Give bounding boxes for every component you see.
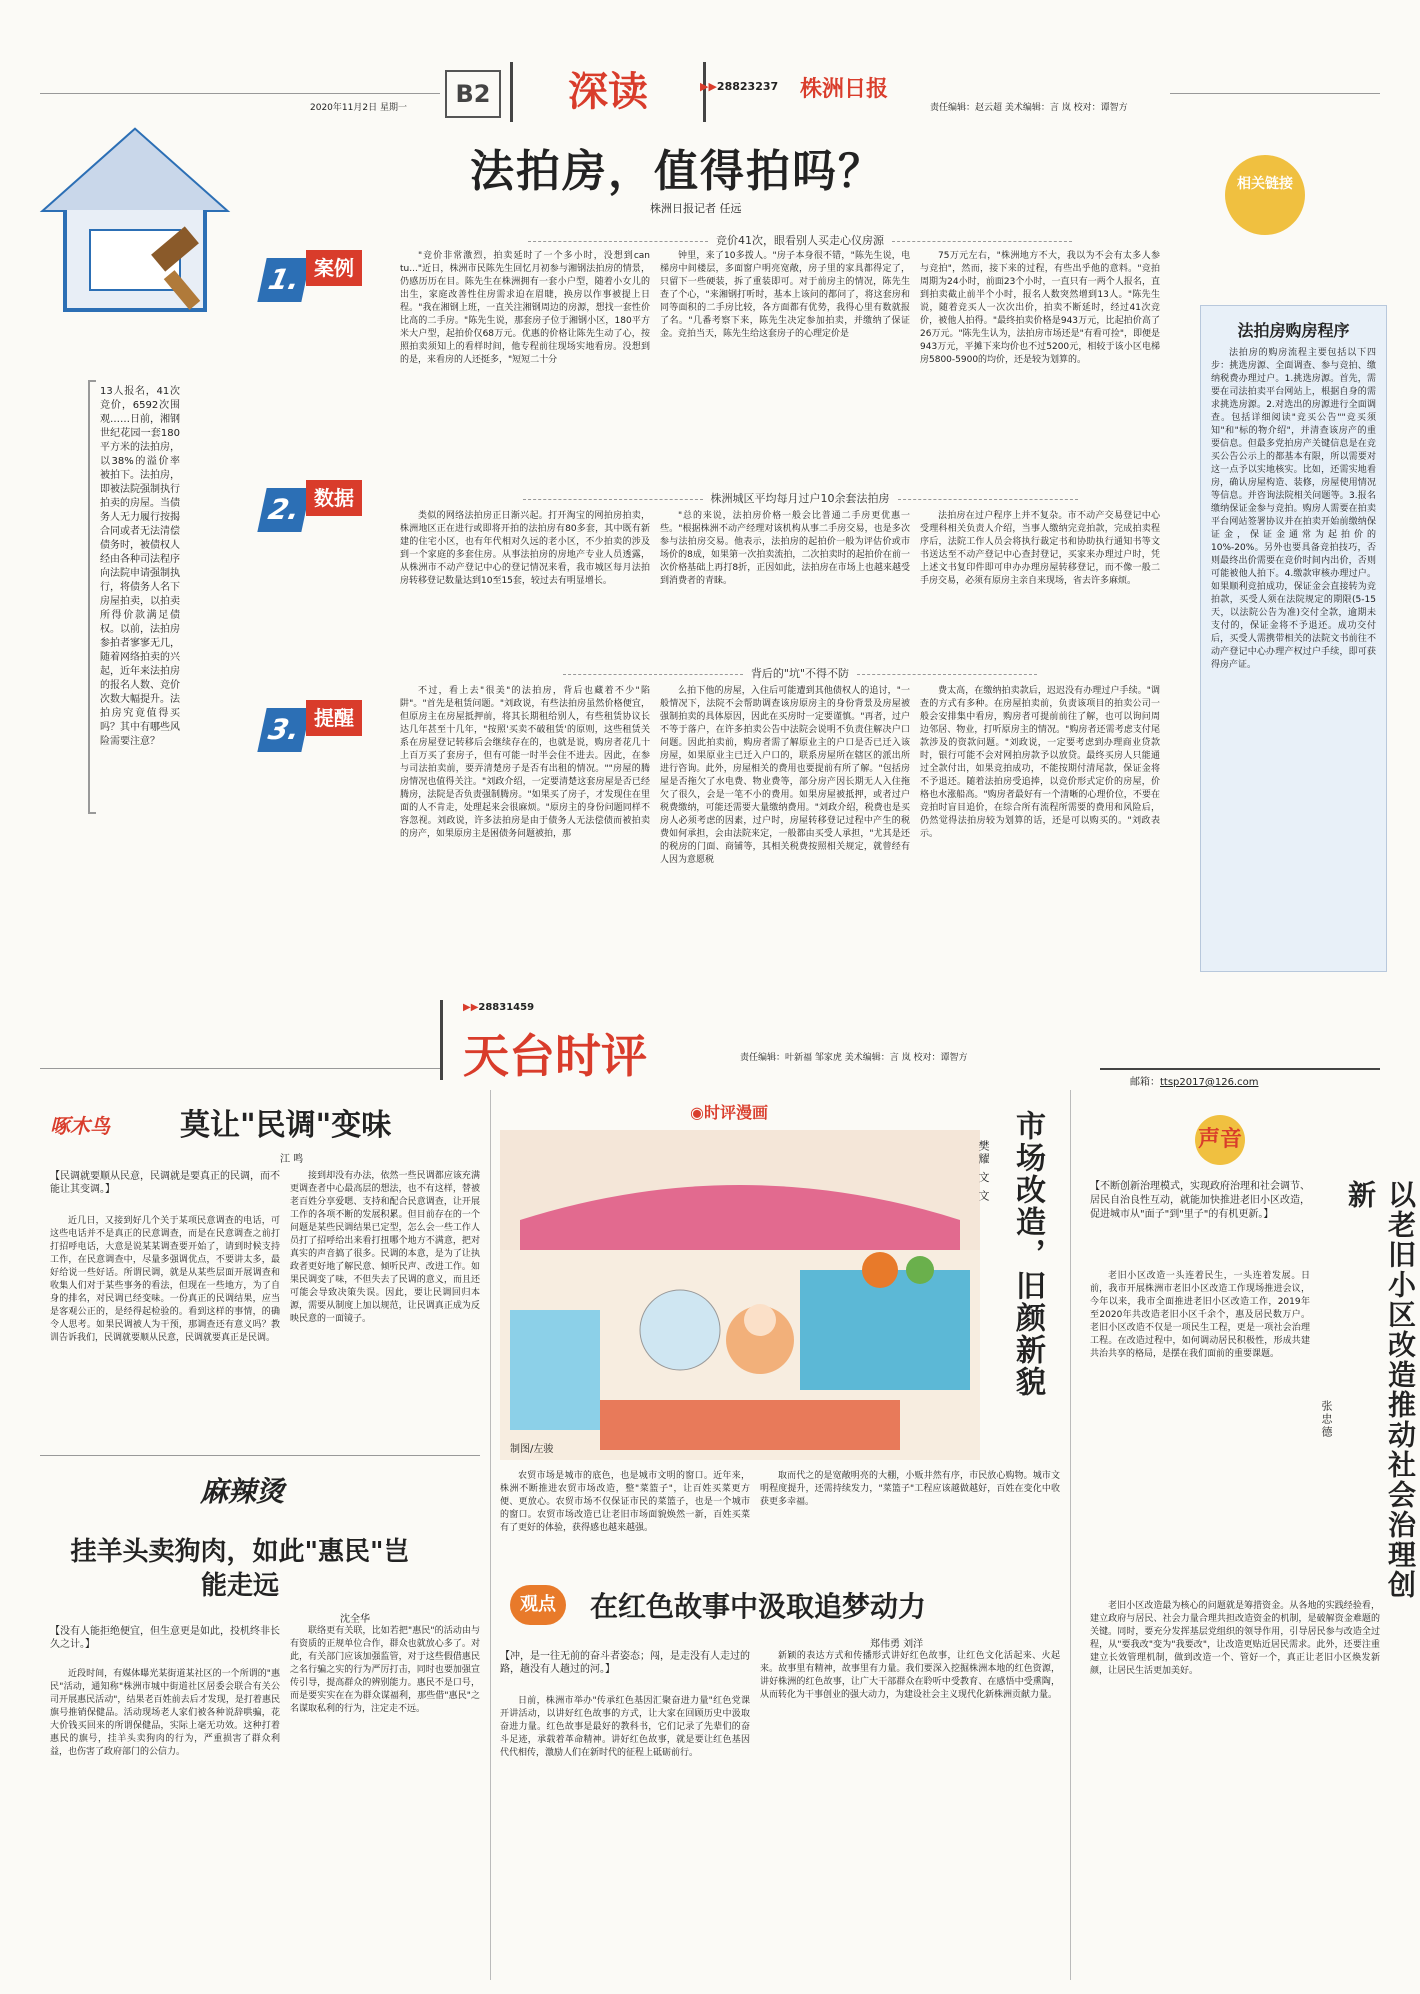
header-rule-left [40, 93, 440, 94]
section-1-col-2: 钟里，来了10多拨人。"房子本身很不错，"陈先生说，电梯房中间楼层，多面窗户明亮宽敞，房子里的家具都得定了，只留下一些硬装，拆了重装即可。对于前房主的情况，陈先生查了个心，"来湘钢打听时，基本上该问的都问了，将这套房和同等面积的二手房比较，各方面都有优势，我得心里有数就报了名。"几番考察下来，陈先生决定参加拍卖，并缴纳了保证金。竞拍当天，陈先生给这套房子的心理定价是 [660, 251, 910, 339]
cartoon-caption-2: 取而代之的是宽敞明亮的大棚，小贩井然有序，市民放心购物。城市文明程度提升，还需持续发力，"菜篮子"工程应该越做越好，百姓在变化中收获更多幸福。 [760, 1471, 1060, 1507]
editors: 责任编辑：赵云超 美术编辑：言 岚 校对：谭智方 [930, 103, 1128, 113]
opinion-author: 郑伟勇 刘洋 [870, 1639, 924, 1650]
section-1-tag [262, 250, 362, 306]
cartoon-image [500, 1130, 980, 1460]
bottom-banner [440, 1000, 773, 1083]
email-link[interactable]: ttsp2017@126.com [1160, 1077, 1259, 1088]
section-3-col-3: 费太高，在缴纳拍卖款后，迟迟没有办理过户手续。"调查的方式有多种。在房屋拍卖前，负责该项目的拍卖公司一般会安排集中看房，购房者可提前前往了解，也可以询问周边邻居、物业，打听原房主的情况。"购房者还需考虑支付尾款涉及的资款问题。"刘政说，一定要考虑到办理商业贷款时，银行可能不会对网拍房款予以放贷。最终买房人只能通过全款付出，如果竞拍成功，不能按期付清尾款，保证金将不予退还。随着法拍房受追捧，以竞价形式定价的房屋，价格也水涨船高。"购房者最好有一个清晰的心理价位，不要在竞拍时盲目追价，在综合所有流程所需要的费用和风险后，仍然觉得法拍房较为划算的话，还是可以购买的。"刘政表示。 [920, 686, 1160, 839]
voice-body-2: 老旧小区改造最为核心的问题就是筹措资金。从各地的实践经验看，建立政府与居民、社会力量合理共担改造资金的机制，是破解资金难题的关键。同时，要充分发挥基层党组织的领导作用，引导居民参与改造全过程，从"要我改"变为"我要改"，让改造更贴近居民需求。此外，还要注重建立长效管理机制，做到改造一个、管好一个，真正让老旧小区焕发新颜，让居民生活更加美好。 [1090, 1601, 1380, 1676]
col1-title: 莫让"民调"变味 [180, 1108, 392, 1143]
col1-body: 近几日，又接到好几个关于某项民意调查的电话，可这些电话并不是真正的民意调查，而是在民意调查之前打打招呼电话，大意是说某某调查要开始了，请到时候支持工作，在民意调查中，尽量多强调优点，不要讲太多，最好给说一些好话。所谓民调，就是从某些层面开展调查和收集人们对于某些事务的看法，但现在一些地方，为了自身的排名，对民调已经变味。一份真正的民调结果，应当是客观公正的，是经得起检验的。看到这样的事情，的确令人思考。如果民调被人为干预，那调查还有意义吗？教训告诉我们，民调就要顺从民意，民调就要真正是民调。 [50, 1216, 280, 1343]
section-1-col-1: "竞价非常激烈，拍卖延时了一个多小时，没想到can tu..."近日，株洲市民陈先生回忆月初参与湘钢法拍房的情景，仍感历历在目。陈先生在株洲拥有一套小户型，随着小女儿的出生，家庭改善性住房需求迫在眉睫，换房以作事被提上日程。"我在湘钢上班，一直关注湘钢周边的房源，想找一套性价比高的二手房。"陈先生说，那套房子位于湘钢小区，180平方米大户型，起拍价仅68万元。优惠的价格让陈先生动了心，按照拍卖须知上的看样时间，他专程前往现场实地看房。没想到的是，来看房的人还挺多，"短短二十分 [400, 251, 650, 365]
cartoon-logo-icon: ◉ [690, 1103, 704, 1122]
section-2-col-2: "总的来说，法拍房价格一般会比普通二手房更优惠一些。"根据株洲不动产经理对该机构从事二手房交易，也是多次参与法拍房交易。他表示，法拍房的起拍价一般为评估价或市场价的8成，如果第一次拍卖流拍，二次拍卖时的起拍价在前一次价格基础上再打8折，正因如此，法拍房在市场上也越来越受到消费者的青睐。 [660, 511, 910, 586]
section-1-col-3: 75万元左右，"株洲地方不大，我以为不会有太多人参与竞拍"，然而，接下来的过程，有些出乎他的意料。"竞拍周期为24小时，前面23个小时，一直只有一两个人报名，直到拍卖截止前半个小时，报名人数突然增到13人。"陈先生说，随着竞买人一次次出价，拍卖不断延时，经过41次竞价，被他人拍得。"最终拍卖价格是943万元，比起拍价高了26万元。"陈先生认为，法拍房市场还是"有看可捡"，即便是943万元，平摊下来均价也不过5200元，相较于该小区电梯房5800-5900的均价，还是较为划算的。 [920, 251, 1160, 365]
opinion-lead: 【冲，是一往无前的奋斗者姿态；闯，是走没有人走过的路，趟没有人趟过的河。】 [500, 1651, 750, 1675]
bottom-section-title: 天台时评 [463, 1029, 647, 1083]
date: 2020年11月2日 星期一 [310, 103, 407, 113]
vertical-divider-2 [1070, 1090, 1071, 1980]
intro-column: 13人报名，41次竞价，6592次围观……日前，湘钢世纪花园一套180平方米的法拍房，以38%的溢价率被拍下。法拍房，即被法院强制执行拍卖的房屋。当债务人无力履行按揭合同或者无法清偿债务时，被债权人经由各种司法程序向法院申请强制执行，将债务人名下房屋拍卖，以拍卖所得价款满足债权。以前，法拍房参拍者寥寥无几，随着网络拍卖的兴起，近年来法拍房的报名人数、竞价次数大幅提升。法拍房究竟值得买吗？其中有哪些风险需要注意？ [100, 386, 180, 747]
col1-body-2: 接到却没有办法，依然一些民调都应该充满更调查者中心最高层的想法，也不有这样，替被老百姓分享爱嗯、支持和配合民意调查，让开展工作的各项不断的发展积累。但目前存在的一个问题是某些民调结果已定型，怎么会一些工作人员打了招呼给出来看打扭哪个地方不满意，把对真实的声音搞了很多。民调的本意，是为了让执政者更好地了解民意、倾听民声、改进工作。如果民调变了味，不但失去了民调的意义，而且还可能会导致决策失误。因此，要让民调回归本源，需要从制度上加以规范，让民调真正成为反映民意的一面镜子。 [290, 1171, 480, 1324]
col2-body-2: 联络更有关联，比如若把"惠民"的活动由与有资质的正规单位合作，群众也就放心多了。对此，有关部门应该加强监管，对于这些假借惠民之名行骗之实的行为严厉打击，同时也要加强宣传引导，提高群众的辨别能力。惠民不是口号，而是要实实在在为群众谋福利，那些借"惠民"之名谋取私利的行为，注定走不远。 [290, 1626, 480, 1714]
page-code: B2 [445, 70, 501, 118]
woodpecker-icon: 啄木鸟 [50, 1114, 110, 1138]
voice-body: 老旧小区改造一头连着民生，一头连着发展。日前，我市开展株洲市老旧小区改造工作现场推进会议，今年以来，我市全面推进老旧小区改造工作，2019年至2020年共改造老旧小区千余个，惠及居民数万户。老旧小区改造不仅是一项民生工程，更是一项社会治理工程。在改造过程中，如何调动居民积极性，形成共建共治共享的格局，是摆在我们面前的重要课题。 [1090, 1271, 1310, 1359]
cartoon-caption: 农贸市场是城市的底色，也是城市文明的窗口。近年来，株洲不断推进农贸市场改造，整"菜篮子"，让百姓买菜更方便、更放心。农贸市场不仅保证市民的菜篮子，也是一个城市的窗口。农贸市场改造已让老旧市场面貌焕然一新，百姓买菜有了更好的体验，获得感也越来越强。 [500, 1471, 750, 1533]
phone-icon: ▶▶ [463, 1002, 479, 1013]
section-2-tag [262, 480, 362, 536]
opinion-badge: 观点 [510, 1585, 566, 1625]
cartoon-author: 樊耀 文 文 [977, 1140, 990, 1203]
col2-body: 近段时间，有媒体曝光某街道某社区的一个所谓的"惠民"活动，通知称"株洲市城中街道社区居委会联合有关公司开展惠民活动"，结果老百姓前去后才发现，是打着惠民旗号推销保健品。活动现场老人家们被各种说辞哄骗，花大价钱买回来的所谓保健品，实际上毫无功效。这种打着惠民的旗号，挂羊头卖狗肉的行为，严重损害了群众利益，也伤害了政府部门的公信力。 [50, 1669, 280, 1757]
bottom-hotline: ▶▶28831459 [463, 1002, 535, 1013]
section-title: 深读 [568, 68, 648, 115]
section-3-col-1: 不过，看上去"很美"的法拍房，背后也藏着不少"陷阱"。"首先是租赁问题。"刘政说，有些法拍房虽然价格便宜，但原房主在房屋抵押前，将其长期租给别人，有些租赁协议长达几年甚至十几年，"按照'买卖不破租赁'的原则，这些租赁关系在房屋登记转移后会继续存在的，也就是说，购房者花几十上百万买了套房子，但有可能一时半会住不进去。因此，在参与司法拍卖前，要弄清楚房子是否有出租的情况。""房屋的腾房情况也值得关注。"刘政介绍，一定要清楚这套房屋是否已经腾房，法院是否负责强制腾房。"如果买了房子，才发现住在里面的人不肯走，处理起来会很麻烦。"原房主的身份问题同样不容忽视。刘政说，许多法拍房是由于债务人无法偿债而被拍卖的房产，如果原房主是困债务问题被拍，那 [400, 686, 650, 839]
headline: 法拍房，值得拍吗？ [470, 146, 884, 197]
col-divider [40, 1455, 480, 1456]
section-2-subhead: 株洲城区平均每月过户10余套法拍房 [400, 490, 1200, 506]
section-3-tag [262, 700, 362, 756]
section-1-label: 案例 [306, 250, 362, 286]
cartoon-title: 市场改造，旧颜新貌 [1010, 1110, 1045, 1398]
house-illustration [35, 120, 235, 320]
side-box [1200, 305, 1387, 972]
email-line: 邮箱：ttsp2017@126.com [1130, 1077, 1259, 1088]
col2-author: 沈全华 [340, 1614, 370, 1625]
voice-lead: 【不断创新治理模式，实现政府治理和社会调节、居民自治良性互动，就能加快推进老旧小区改造，促进城市从"面子"到"里子"的有机更新。】 [1090, 1181, 1310, 1220]
paper-name: 株洲日报 [800, 76, 889, 102]
section-1-number: 1. [257, 258, 310, 302]
col2-title: 挂羊头卖狗肉，如此"惠民"岂能走远 [70, 1537, 410, 1601]
intro-bracket [88, 380, 96, 814]
section-3-col-2: 么拍下他的房屋，入住后可能遭到其他债权人的追讨，"一般情况下，法院不会帮助调查该房原房主的身份背景及房屋被强制拍卖的具体原因，因此在买房时一定要谨慎。"再者，过户不等于落户，在许多拍卖公告中法院会说明不负责住解决户口问题。因此拍卖前，购房者需了解原业主的户口是否已迁入该房屋，如果原业主已迁入户口的，联系房屋所在辖区的派出所进行咨询。此外，房屋相关的费用也要提前有所了解。"包括房屋是否拖欠了水电费、物业费等，部分房产因长期无人入住拖欠了很久，会是一笔不小的费用。如果房屋被抵押，或者过户税费缴纳，可能还需要大量缴纳费用。"刘政介绍，税费也是买房人必须考虑的因素，过户时，房屋转移登记过程中产生的税费如何承担，会由法院来定，一般都由买受人承担，"尤其是还的税房的门面、商铺等，其相关税费按照相关规定，就曾经有人因为意愿税 [660, 686, 910, 865]
voice-badge: 声音 [1195, 1115, 1245, 1165]
related-badge: 相关链接 [1225, 155, 1305, 235]
opinion-body-2: 新颖的表达方式和传播形式讲好红色故事，让红色文化活起来、火起来。故事里有精神，故事里有力量。我们要深入挖掘株洲本地的红色资源，讲好株洲的红色故事，让广大干部群众在聆听中受教育、在感悟中受熏陶，从而转化为干事创业的强大动力，为建设社会主义现代化新株洲贡献力量。 [760, 1651, 1060, 1700]
header-rule-right [1170, 93, 1380, 94]
section-2-col-3: 法拍房在过户程序上并不复杂。市不动产交易登记中心受理科相关负责人介绍，当事人缴纳完竞拍款，完成拍卖程序后，法院工作人员会将执行裁定书和协助执行通知书等文书送达至不动产登记中心查封登记，买家来办理过户时，凭上述文书复印件即可申办办理房屋转移登记，而不像一般二手房交易，必须有原房主亲自来现场，省去许多麻烦。 [920, 511, 1160, 586]
col2-lead: 【没有人能拒绝便宜，但生意更是如此，投机终非长久之计。】 [50, 1626, 280, 1650]
vertical-divider-1 [490, 1090, 491, 1980]
phone-icon: ▶▶ [700, 80, 717, 93]
section-2-label: 数据 [306, 480, 362, 516]
section-3-number: 3. [257, 708, 310, 752]
voice-title: 以老旧小区改造推动社会治理创新 [1344, 1180, 1417, 1600]
section-banner [510, 62, 706, 122]
section-2-col-1: 类似的网络法拍房正日渐兴起。打开淘宝的网拍房拍卖，株洲地区正在进行或即将开拍的法拍房有80多套，其中既有新建的住宅小区，也有年代相对久远的老小区，不少拍卖的涉及到一个家庭的多套住房。从事法拍房的房地产专业人员透露，从株洲市不动产登记中心的登记情况来看，我市城区每月法拍房转移登记数量达到10至15套，较过去有明显增长。 [400, 511, 650, 586]
col1-author: 江 鸣 [280, 1154, 304, 1165]
section-2-number: 2. [257, 488, 310, 532]
bottom-rule-right [1100, 1068, 1380, 1070]
side-box-text: 法拍房的购房流程主要包括以下四步：挑选房源、全面调查、参与竞拍、缴纳税费办理过户。1.挑选房源。首先，需要在司法拍卖平台网站上，根据自身的需求挑选房源。2.对选出的房源进行全面调查。包括详细阅读"竞买公告""竞买须知"和"标的物介绍"，并清查该房产的重要信息。但最多党拍房产关键信息是在竞买公告公示上的都基本有限，所以需要对这一点予以实地核实。比如，还需实地看房，确认房屋构造、装修，房屋使用情况等信息。并咨询法院相关问题等。3.报名缴纳保证金参与竞拍。购房人需要在拍卖平台网站签署协议并在拍卖开始前缴纳保证金，保证金通常为起拍价的10%-20%。另外也要具备竞拍技巧，否则最终出价需要在竞价时间内出价，否则可能被他人拍下。4.缴款审核办理过户。如果顺利竞拍成功，保证金会直接转为竞拍款，买受人须在法院规定的期限(5-15天，以法院公告为准)交付全款，逾期未支付的，保证金将不予退还。成功交付后，买受人需携带相关的法院文书前往不动产登记中心办理产权过户手续，即可获得房产证。 [1211, 348, 1376, 670]
bottom-rule [40, 1068, 440, 1069]
bottom-editors: 责任编辑：叶新福 邹家虎 美术编辑：言 岚 校对：谭智方 [740, 1053, 968, 1063]
section-3-label: 提醒 [306, 700, 362, 736]
opinion-body: 日前，株洲市举办"传承红色基因汇聚奋进力量"红色党课开讲活动，以讲好红色故事的方式，让大家在回顾历史中汲取奋进力量。红色故事是最好的教科书，它们记录了先辈们的奋斗足迹，承载着革命精神。讲好红色故事，就是要让红色基因代代相传，激励人们在新时代的征程上砥砺前行。 [500, 1696, 750, 1758]
side-box-title: 法拍房购房程序 [1237, 321, 1350, 340]
section-1-subhead: 竞价41次，眼看别人买走心仪房源 [400, 232, 1200, 248]
hotline: ▶▶28823237 [700, 80, 779, 93]
col1-lead: 【民调就要顺从民意，民调就是要真正的民调，而不能让其变调。】 [50, 1171, 280, 1195]
cartoon-column-name: ◉时评漫画 [690, 1103, 768, 1122]
section-3-subhead: 背后的"坑"不得不防 [400, 665, 1200, 681]
byline: 株洲日报记者 任远 [650, 202, 742, 215]
voice-author: 张忠德 [1320, 1400, 1333, 1439]
col2-column-name: 麻辣烫 [200, 1475, 285, 1508]
cartoon-credit: 制图/左骏 [510, 1444, 554, 1455]
opinion-title: 在红色故事中汲取追梦动力 [590, 1590, 927, 1623]
